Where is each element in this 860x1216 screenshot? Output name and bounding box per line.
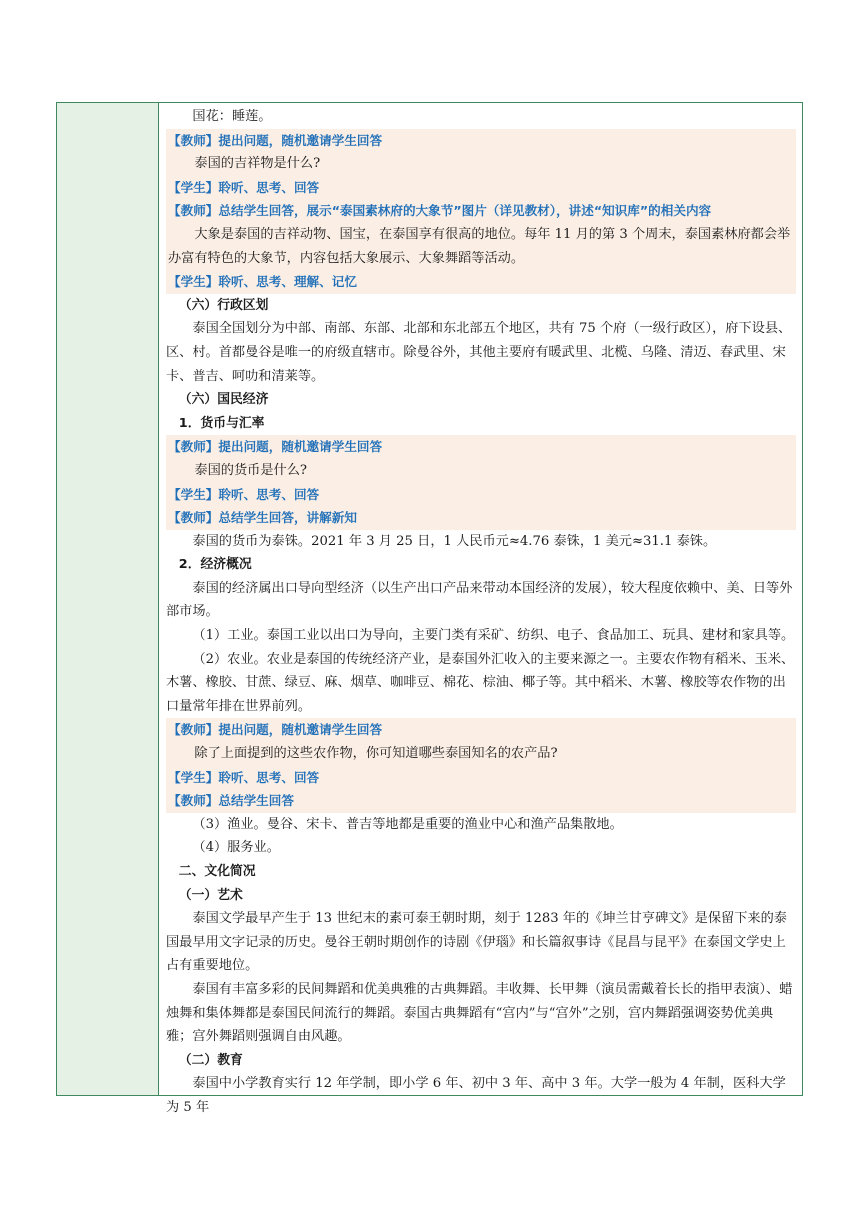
subsection-heading: 1．货币与汇率 (178, 415, 265, 431)
student-instruction: 【学生】聆听、思考、回答 (166, 766, 796, 790)
student-instruction: 【学生】聆听、思考、回答 (166, 176, 796, 200)
teacher-instruction: 【教师】提出问题，随机邀请学生回答 (166, 129, 796, 153)
student-instruction: 【学生】聆听、思考、理解、记忆 (166, 270, 796, 294)
question: 除了上面提到的这些农作物，你可知道哪些泰国知名的农产品? (166, 742, 796, 766)
paragraph: （2）农业。农业是泰国的传统经济产业，是泰国外汇收入的主要来源之一。主要农作物有稻米、玉米、木薯、橡胶、甘蔗、绿豆、麻、烟草、咖啡豆、棉花、棕油、椰子等。其中稻米、木薯、橡胶等农作物的出口量常年排在世界前列。 (166, 651, 795, 714)
lesson-table (56, 102, 803, 1115)
subsection-heading: 2．经济概况 (178, 557, 252, 573)
section-heading: 二、文化简况 (178, 864, 256, 879)
paragraph: 泰国全国划分为中部、南部、东部、北部和东北部五个地区，共有 75 个府（一级行政区），府下设县、区、村。首都曼谷是唯一的府级直辖市。除曼谷外，其他主要府有暖武里、北榄、乌隆、清迈、春武里、宋卡、普吉、呵叻和清莱等。 (166, 321, 792, 384)
paragraph: 泰国中小学教育实行 12 年学制，即小学 6 年、初中 3 年、高中 3 年。大学一般为 4 年制，医科大学为 5 年 (166, 1076, 786, 1115)
question: 泰国的吉祥物是什么? (166, 152, 796, 176)
paragraph: （3）渔业。曼谷、宋卡、普吉等地都是重要的渔业中心和渔产品集散地。 (192, 816, 623, 832)
paragraph: 国花：睡莲。 (192, 109, 272, 124)
paragraph: 泰国的货币为泰铢。2021 年 3 月 25 日，1 人民币元≈4.76 泰铢，1 美元≈31.1 泰铢。 (192, 533, 717, 549)
question: 泰国的货币是什么? (166, 459, 796, 483)
paragraph: （4）服务业。 (192, 840, 280, 856)
paragraph: 泰国文学最早产生于 13 世纪末的素可泰王朝时期，刻于 1283 年的《坤兰甘亨碑文》是保留下来的泰国最早用文字记录的历史。曼谷王朝时期创作的诗剧《伊瑙》和长篇叙事诗《昆昌与昆平》在泰国文学史上占有重要地位。 (166, 911, 787, 974)
section-heading: （六）国民经济 (178, 392, 269, 408)
teacher-instruction: 【教师】提出问题，随机邀请学生回答 (166, 718, 796, 742)
section-heading: （六）行政区划 (178, 297, 269, 313)
subsection-heading: （二）教育 (178, 1052, 243, 1068)
student-instruction: 【学生】聆听、思考、回答 (166, 483, 796, 507)
subsection-heading: （一）艺术 (178, 887, 243, 903)
teacher-instruction: 【教师】提出问题，随机邀请学生回答 (166, 435, 796, 459)
teacher-instruction: 【教师】总结学生回答，讲解新知 (166, 506, 796, 530)
lesson-content (166, 105, 796, 1120)
paragraph: 大象是泰国的吉祥动物、国宝，在泰国享有很高的地位。每年 11 月的第 3 个周末，泰国素林府都会举办富有特色的大象节，内容包括大象展示、大象舞蹈等活动。 (166, 223, 796, 270)
teacher-instruction: 【教师】总结学生回答 (166, 789, 796, 813)
teacher-instruction: 【教师】总结学生回答，展示“泰国素林府的大象节”图片（详见教材），讲述“知识库”的相关内容 (166, 199, 796, 223)
paragraph: （1）工业。泰国工业以出口为导向，主要门类有采矿、纺织、电子、食品加工、玩具、建材和家具等。 (192, 628, 795, 644)
table-left-column (57, 103, 159, 1095)
paragraph: 泰国有丰富多彩的民间舞蹈和优美典雅的古典舞蹈。丰收舞、长甲舞（演员需戴着长长的指甲表演）、蜡烛舞和集体舞都是泰国民间流行的舞蹈。泰国古典舞蹈有“宫内”与“宫外”之别，宫内舞蹈强调姿势优美典雅；宫外舞蹈则强调自由风趣。 (166, 981, 793, 1045)
paragraph: 泰国的经济属出口导向型经济（以生产出口产品来带动本国经济的发展），较大程度依赖中、美、日等外部市场。 (166, 580, 793, 620)
